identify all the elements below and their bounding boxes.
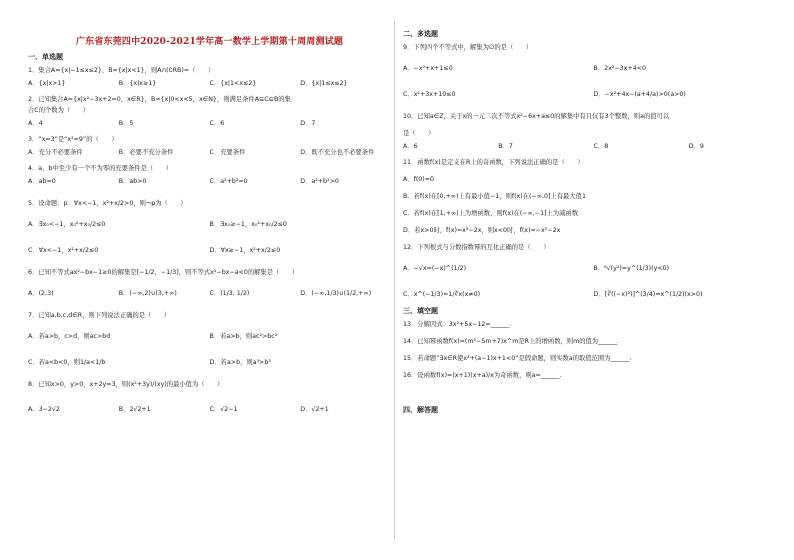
question-6-options [28, 289, 391, 298]
question-10-options [403, 142, 784, 151]
question-8: 8．已知x>0，y>0，x+2y=3，则(x²+3y)/(xy)的最小值为（ ） [28, 381, 224, 388]
question-2-options [28, 119, 391, 128]
option-a: A．3−2√2 [28, 406, 60, 413]
option-b: B．(−∞,2)∪(3,+∞) [118, 290, 177, 297]
option-d: D．[∛((−x)²)]^(3/4)=x^(1/2)(x>0) [593, 291, 703, 298]
option-b: B．ab>0 [118, 178, 147, 185]
section-multiple-choice: 二、多选题 [403, 30, 438, 38]
option-a: A．∃x₀<−1，x₀²+x₀/2≤0 [28, 221, 106, 228]
option-b: B．∃x₀≥−1，x₀²+x₀/2≤0 [209, 221, 287, 228]
option-c: C．x²+3x+10≤0 [403, 91, 456, 98]
question-2-line-1: 2．已知集合A={x|x²−3x+2=0，x∈R}，B={x|0<x<5，x∈N}，则满足条件A⊆C⊆B的集 [28, 96, 291, 103]
question-11-option-b: B．若f(x)在[0,+∞)上有最小值−1，则f(x)在(−∞,0]上有最大值1 [403, 193, 586, 200]
column-divider [394, 20, 395, 540]
option-d: D．既不充分也不必要条件 [300, 149, 375, 156]
question-6: 6．已知不等式ax²−bx−1≥0的解集是[−1/2，−1/3]，则不等式x²−bx−a<0的解集是（ ） [28, 269, 299, 276]
section-solutions: 四、解答题 [403, 406, 438, 414]
option-d: D．√2+1 [300, 406, 329, 413]
option-d: D．∀x≥−1，x²+x/2≤0 [209, 247, 281, 254]
option-c: C．a²+b²=0 [209, 178, 248, 185]
question-5: 5．设命题：p：∀x<−1，x²+x/2>0，则¬p为（ ） [28, 200, 187, 207]
question-5-options-row-1 [28, 220, 391, 229]
option-d: D．a²+b²>0 [300, 178, 339, 185]
question-11-option-a: A．f(0)=0 [403, 176, 435, 183]
question-9-options-row-1 [403, 64, 784, 73]
option-a: A．若a>b，c>d，则ac>bd [28, 333, 111, 340]
option-a: A．{x|x>1} [28, 80, 66, 87]
option-a: A．4 [28, 120, 43, 127]
option-b: B．必要不充分条件 [118, 149, 174, 156]
option-a: A．(2,3) [28, 290, 54, 297]
question-11-option-c: C．若f(x)在[1,+∞)上为增函数，则f(x)在(−∞,−1]上为减函数 [403, 210, 579, 217]
option-c: C．(1/3, 1/2) [209, 290, 250, 297]
option-b: B．5 [118, 120, 134, 127]
question-11: 11．函数f(x)是定义在R上的奇函数，下列说法正确的是（ ） [403, 159, 584, 166]
question-4-options [28, 177, 391, 186]
option-b: B．7 [498, 143, 513, 150]
question-3-options [28, 148, 391, 157]
option-d: D．(−∞,1/3)∪(1/2,+∞) [300, 290, 372, 297]
option-d: D．−x²+4x−(a+4/a)>0(a>0) [593, 91, 686, 98]
option-b: B．{x|x≥1} [118, 80, 157, 87]
question-11-option-d: D．若x>0时，f(x)=x²−2x，则x<0时，f(x)=−x²−2x [403, 227, 561, 234]
question-9-options-row-2 [403, 90, 784, 99]
question-2-line-2: 合C的个数为（ ） [28, 107, 90, 114]
option-b: B．2x²−3x+4<0 [593, 65, 646, 72]
question-1: 1．集合A={x|−1≤x≤2}，B={x|x<1}，则A∩(∁RB)=（ ） [28, 67, 215, 74]
option-c: C．充要条件 [209, 149, 246, 156]
option-b: B．若a>b，则ac²>bc² [209, 333, 278, 340]
right-column [397, 0, 794, 560]
option-a: A．充分不必要条件 [28, 149, 83, 156]
exam-title: 广东省东莞四中2020-2021学年高一数学上学期第十周周测试题 [75, 37, 344, 47]
option-d: D．9 [688, 143, 704, 150]
question-10-line-1: 10．已知a∈Z，关于x的一元二次不等式x²−6x+a≤0的解集中有且仅有3个整数，则a的值可以 [403, 113, 670, 120]
option-c: C．{x|1<x≤2} [209, 80, 257, 87]
option-d: D．{x|1≤x≤2} [300, 80, 348, 87]
question-7-options-row-1 [28, 332, 391, 341]
section-fill-in: 三、填空题 [403, 307, 438, 315]
question-13: 13．分解因式：3x²+5x−12=______. [403, 321, 512, 328]
option-a: A．6 [403, 143, 418, 150]
question-8-options [28, 405, 391, 414]
question-9: 9．下列四个不等式中，解集为∅的是（ ） [403, 44, 533, 51]
question-1-options [28, 79, 391, 88]
question-12-options-row-2 [403, 290, 784, 299]
question-15: 15．若命题“∃x∈R使x²+(a−1)x+1<0”是假命题，则实数a的取值范围为______. [403, 355, 632, 362]
option-c: C．x^(−1/3)=1/∛x(x≠0) [403, 291, 481, 298]
option-d: D．若a>b，则a³>b³ [209, 359, 271, 366]
option-c: C．∀x<−1，x²+x/2≤0 [28, 247, 99, 254]
option-c: C．若a<b<0，则1/a<1/b [28, 359, 106, 366]
option-c: C．√2−1 [209, 406, 238, 413]
option-a: A．ab=0 [28, 178, 56, 185]
option-a: A．−√x=(−x)^(1/2) [403, 265, 467, 272]
question-14: 14．已知幂函数f(x)=(m²−5m+7)x^m是R上的增函数，则m的值为______. [403, 338, 620, 345]
question-12-options-row-1 [403, 264, 784, 273]
option-c: C．8 [593, 143, 609, 150]
section-single-choice: 一、单选题 [28, 53, 63, 61]
option-d: D．7 [300, 120, 316, 127]
option-b: B．2√2+1 [118, 406, 151, 413]
question-16: 16．设函数f(x)=(x+1)(x+a)/x为奇函数，则a=______. [403, 372, 562, 379]
question-12: 12．下列根式与分数指数幂的互化正确的是（ ） [403, 244, 550, 251]
question-4: 4．a，b中至少有一个不为零的充要条件是（ ） [28, 165, 173, 172]
question-7-options-row-2 [28, 358, 391, 367]
question-3: 3．“x=3”是“x²=9”的（ ） [28, 136, 118, 143]
option-b: B．⁶√(y²)=y^(1/3)(y<0) [593, 265, 670, 272]
option-a: A．−x²+x+1≤0 [403, 65, 453, 72]
question-10-line-2: 是（ ） [403, 130, 435, 137]
question-5-options-row-2 [28, 246, 391, 255]
question-7: 7．已知a,b,c,d∈R，则下列说法正确的是（ ） [28, 312, 171, 319]
option-c: C．6 [209, 120, 225, 127]
